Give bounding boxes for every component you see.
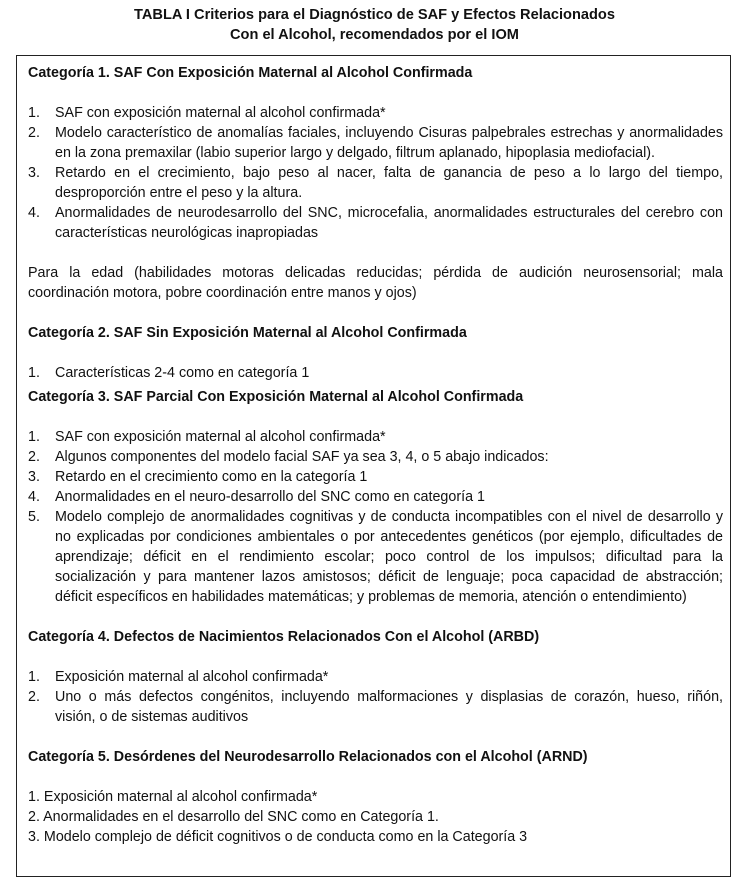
- item-number: 2.: [28, 689, 40, 705]
- item-number: 4.: [28, 205, 40, 221]
- item-number: 1.: [28, 429, 40, 445]
- list-item: [28, 667, 723, 687]
- item-number: 4.: [28, 489, 40, 505]
- item-text: Anormalidades en el desarrollo del SNC como en Categoría 1.: [43, 809, 439, 825]
- item-text: Retardo en el crecimiento, bajo peso al nacer, falta de ganancia de peso a lo largo del tiempo, desproporción entre el peso y la altura.: [55, 165, 723, 201]
- criteria-table: [16, 55, 731, 877]
- item-text: SAF con exposición maternal al alcohol confirmada*: [55, 105, 386, 121]
- item-number: 3.: [28, 829, 40, 845]
- category-heading: Categoría 4. Defectos de Nacimientos Relacionados Con el Alcohol (ARBD): [28, 629, 540, 645]
- category-heading: Categoría 5. Desórdenes del Neurodesarrollo Relacionados con el Alcohol (ARND): [28, 749, 588, 765]
- item-text: Retardo en el crecimiento como en la categoría 1: [55, 469, 368, 485]
- item-text: Exposición maternal al alcohol confirmada*: [43, 789, 318, 805]
- list-item: [28, 787, 723, 807]
- table-title-line-1: TABLA I Criterios para el Diagnóstico de SAF y Efectos Relacionados: [134, 7, 615, 23]
- item-number: 2.: [28, 449, 40, 465]
- criteria-list: [28, 787, 723, 847]
- category-heading: Categoría 3. SAF Parcial Con Exposición Maternal al Alcohol Confirmada: [28, 389, 524, 405]
- category-heading: Categoría 2. SAF Sin Exposición Maternal al Alcohol Confirmada: [28, 325, 467, 341]
- list-item: [28, 123, 723, 163]
- item-number: 1.: [28, 669, 40, 685]
- category-heading: Categoría 1. SAF Con Exposición Maternal al Alcohol Confirmada: [28, 65, 473, 81]
- list-item: [28, 203, 723, 243]
- item-text: Modelo característico de anomalías faciales, incluyendo Cisuras palpebrales estrechas y anormalidades en la zona premaxilar (labio superior largo y delgado, filtrum aplanado, hipoplasia mediofacial).: [55, 125, 723, 161]
- criteria-list: [28, 103, 723, 243]
- item-text: Modelo complejo de déficit cognitivos o de conducta como en la Categoría 3: [43, 829, 528, 845]
- item-number: 5.: [28, 509, 40, 525]
- item-text: SAF con exposición maternal al alcohol confirmada*: [55, 429, 386, 445]
- list-item: [28, 827, 723, 847]
- list-item: [28, 447, 723, 467]
- category-5: [28, 747, 723, 847]
- list-item: [28, 507, 723, 607]
- category-4: [28, 627, 723, 727]
- criteria-list: [28, 427, 723, 607]
- criteria-content: [28, 63, 723, 847]
- item-text: Características 2-4 como en categoría 1: [55, 365, 310, 381]
- category-2: [28, 323, 723, 383]
- list-item: [28, 807, 723, 827]
- item-number: 3.: [28, 165, 40, 181]
- item-number: 3.: [28, 469, 40, 485]
- list-item: [28, 487, 723, 507]
- list-item: [28, 363, 723, 383]
- list-item: [28, 163, 723, 203]
- item-number: 1.: [28, 365, 40, 381]
- category-note: Para la edad (habilidades motoras delicadas reducidas; pérdida de audición neurosensorial; mala coordinación motora, pobre coordinación entre manos y ojos): [28, 265, 723, 301]
- item-number: 2.: [28, 809, 40, 825]
- item-text: Anormalidades en el neuro-desarrollo del SNC como en categoría 1: [55, 489, 485, 505]
- item-text: Anormalidades de neurodesarrollo del SNC, microcefalia, anormalidades estructurales del cerebro con características neurológicas inapropiadas: [55, 205, 723, 241]
- table-title-line-2: Con el Alcohol, recomendados por el IOM: [230, 27, 519, 43]
- item-text: Algunos componentes del modelo facial SAF ya sea 3, 4, o 5 abajo indicados:: [55, 449, 549, 465]
- item-text: Uno o más defectos congénitos, incluyendo malformaciones y displasias de corazón, hueso, riñón, visión, o de sistemas auditivos: [55, 689, 723, 725]
- category-3: [28, 387, 723, 607]
- list-item: [28, 427, 723, 447]
- item-number: 1.: [28, 789, 40, 805]
- criteria-list: [28, 667, 723, 727]
- item-text: Exposición maternal al alcohol confirmada*: [55, 669, 329, 685]
- criteria-list: [28, 363, 723, 383]
- table-title: [0, 5, 739, 45]
- item-number: 2.: [28, 125, 40, 141]
- item-text: Modelo complejo de anormalidades cognitivas y de conducta incompatibles con el nivel de desarrollo y no explicadas por condiciones ambientales o por antecedentes genéticos (por ejemplo, dificultades de aprendizaje; déficit en el rendimiento escolar; poco control de los impulsos; dificultad para la socialización y para mantener lazos amistosos; déficit de lenguaje; poca capacidad de abstracción; déficit específicos en habilidades matemáticas; y problemas de memoria, atención o entendimiento): [55, 509, 723, 605]
- list-item: [28, 467, 723, 487]
- list-item: [28, 103, 723, 123]
- category-1: [28, 63, 723, 303]
- list-item: [28, 687, 723, 727]
- item-number: 1.: [28, 105, 40, 121]
